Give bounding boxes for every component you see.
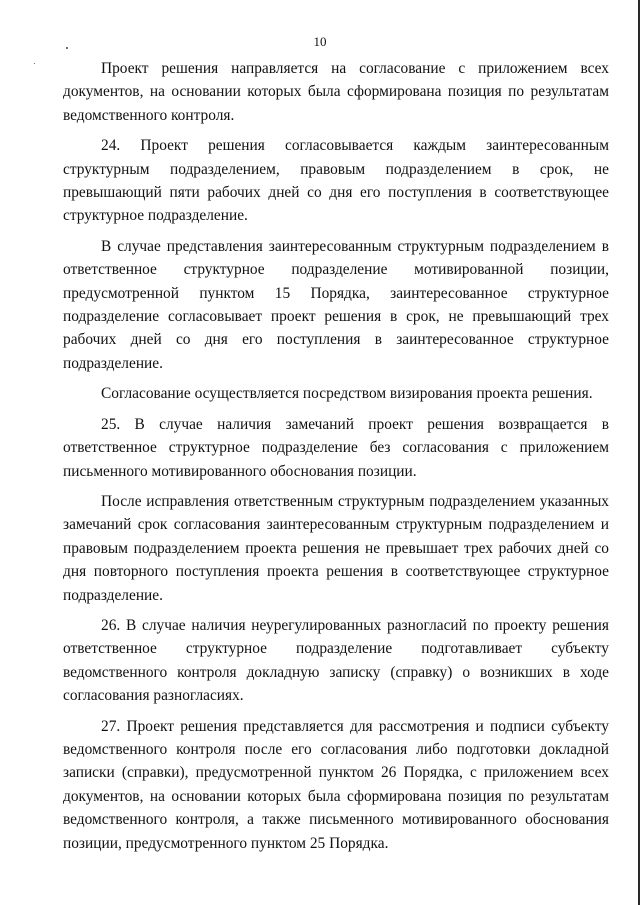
page-number: 10 (313, 34, 327, 49)
paragraph: В случае представления заинтересованным структурным подразделением в ответственное структурное подразделение мотивированной позиции, предусмотренной пунктом 15 Порядка, заинтересованное структурное подразделение согласовывает проект решения в срок, не превышающий трех рабочих дней со дня его поступления в заинтересованное структурное подразделение. (63, 237, 609, 372)
paragraph: Согласование осуществляется посредством визирования проекта решения. (101, 385, 593, 403)
paragraph-item-24: 24. Проект решения согласовывается каждым заинтересованным структурным подразделением, правовым подразделением в срок, не превышающий пяти рабочих дней со дня его поступления в соответствующее структурное подразделение. (63, 137, 609, 225)
paragraph: Проект решения направляется на согласование с приложением всех документов, на основании которых была сформирована позиция по результатам ведомственного контроля. (63, 60, 609, 124)
paragraph-item-25: 25. В случае наличия замечаний проект решения возвращается в ответственное структурное подразделение без согласования с приложением письменного мотивированного обоснования позиции. (63, 415, 609, 480)
document-body (63, 57, 609, 862)
paragraph-item-27: 27. Проект решения представляется для рассмотрения и подписи субъекту ведомственного контроля после его согласования либо подготовки докладной записки (справки), предусмотренной пунктом 26 Порядка, с приложением всех документов, на основании которых была сформирована позиция по результатам ведомственного контроля, а также письменного мотивированного обоснования позиции, предусмотренного пунктом 25 Порядка. (63, 717, 609, 852)
paragraph-item-26: 26. В случае наличия неурегулированных разногласий по проекту решения ответственное структурное подразделение подготавливает субъекту ведомственного контроля докладную записку (справку) о возникших в ходе согласования разногласиях. (63, 616, 609, 705)
scan-speck (66, 47, 68, 49)
paragraph: После исправления ответственным структурным подразделением указанных замечаний срок согласования заинтересованным структурным подразделением и правовым подразделением проекта решения не превышает трех рабочих дней со дня повторного поступления проекта решения в соответствующее структурное подразделение. (63, 492, 609, 604)
scan-speck (34, 63, 35, 64)
